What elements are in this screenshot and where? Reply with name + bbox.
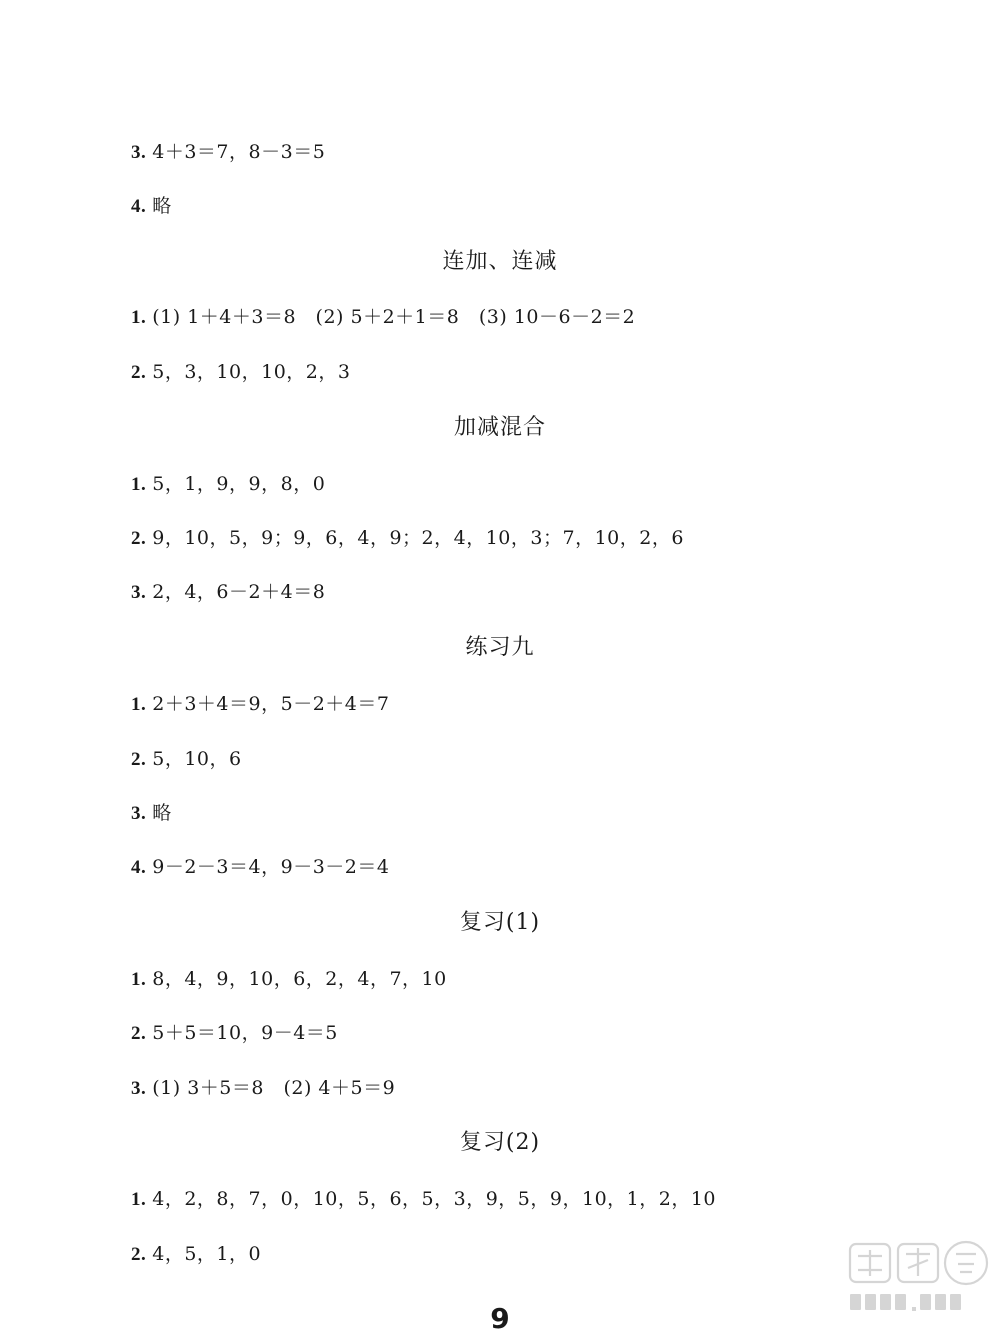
answer-line [131,967,447,992]
item-number: 2. [131,1023,147,1044]
answer-line [131,472,325,497]
item-answer: 2，4，6－2＋4＝8 [152,581,326,603]
item-number: 1. [131,307,147,328]
item-answer: 略 [152,802,172,824]
answer-line [131,140,325,165]
answer-line [131,580,325,605]
answer-line [131,747,242,772]
section-heading: 连加、连减 [442,249,558,274]
section-heading: 练习九 [465,635,535,660]
answer-line [131,194,172,219]
answer-line [131,1021,338,1046]
item-number: 1. [131,1189,147,1210]
item-number: 2. [131,528,147,549]
item-answer: 9－2－3＝4，9－3－2＝4 [152,856,390,878]
item-number: 2. [131,749,147,770]
item-answer: (1) 3＋5＝8 (2) 4＋5＝9 [152,1077,396,1099]
answer-line [131,801,172,826]
page-number: 9 [490,1302,510,1335]
item-answer: 8，4，9，10，6，2，4，7，10 [152,968,447,990]
answer-line [131,305,635,330]
answer-line [131,855,389,880]
section-heading: 复习(1) [459,910,541,935]
item-number: 2. [131,1244,147,1265]
answer-line [131,1242,261,1267]
answer-line [131,526,684,551]
item-answer: 4＋3＝7，8－3＝5 [152,141,326,163]
item-answer: 略 [152,195,172,217]
answer-line [131,360,350,385]
item-number: 1. [131,969,147,990]
item-number: 1. [131,694,147,715]
section-heading: 加减混合 [453,415,546,440]
item-number: 2. [131,362,147,383]
item-number: 3. [131,803,147,824]
answer-line [131,1076,395,1101]
item-answer: 4，2，8，7，0，10，5，6，5，3，9，5，9，10，1，2，10 [152,1188,717,1210]
item-answer: (1) 1＋4＋3＝8 (2) 5＋2＋1＝8 (3) 10－6－2＝2 [152,306,636,328]
section-heading: 复习(2) [459,1130,541,1155]
item-answer: 2＋3＋4＝9，5－2＋4＝7 [152,693,390,715]
answer-line [131,692,389,717]
item-answer: 5＋5＝10，9－4＝5 [152,1022,338,1044]
item-number: 3. [131,582,147,603]
item-answer: 5，1，9，9，8，0 [152,473,326,495]
watermark-logo-icon [846,1236,996,1326]
item-answer: 5，3，10，10，2，3 [152,361,351,383]
item-number: 3. [131,142,147,163]
answer-line [131,1187,716,1212]
item-number: 3. [131,1078,147,1099]
item-answer: 5，10，6 [152,748,242,770]
item-number: 4. [131,196,147,217]
item-answer: 9，10，5，9；9，6，4，9；2，4，10，3；7，10，2，6 [152,527,684,549]
item-number: 4. [131,857,147,878]
item-number: 1. [131,474,147,495]
item-answer: 4，5，1，0 [152,1243,262,1265]
